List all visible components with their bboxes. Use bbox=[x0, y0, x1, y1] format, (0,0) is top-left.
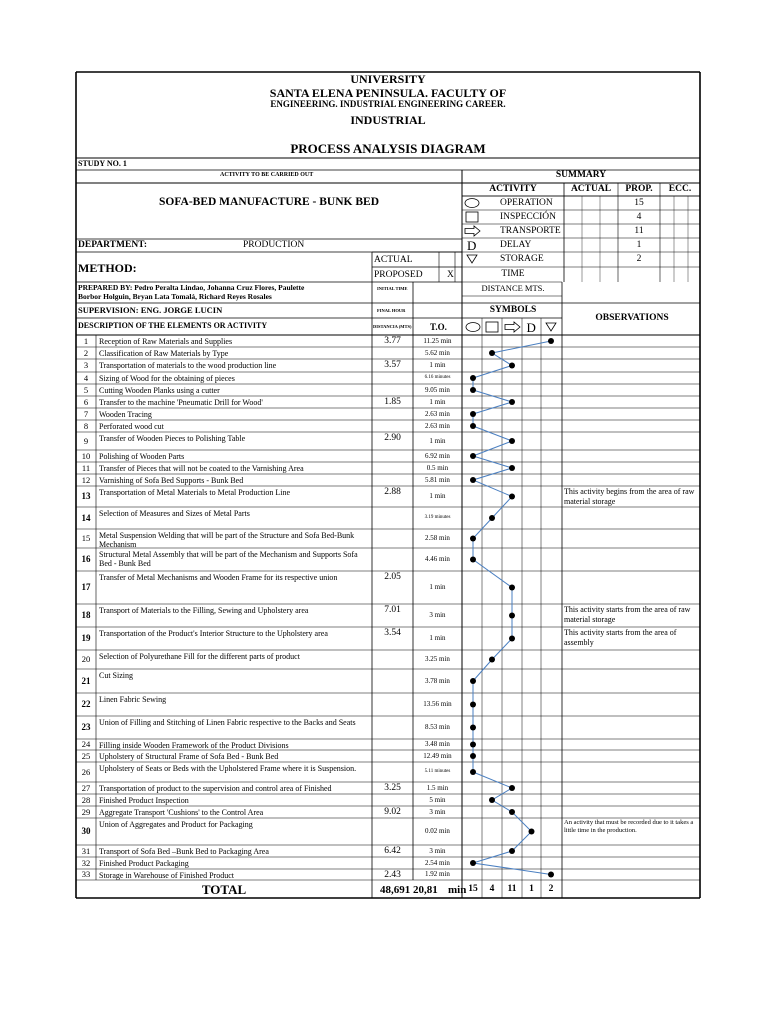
activity-15-description: Metal Suspension Welding that will be part of the Structure and Sofa Bed-Bunk Mechanism bbox=[99, 531, 355, 549]
activity-4-time: 6.16 minutes bbox=[424, 374, 451, 380]
activity-24-description: Filling inside Wooden Framework of the Product Divisions bbox=[99, 741, 289, 750]
activity-7-time: 2.63 min bbox=[425, 409, 450, 418]
activity-17-description: Transfer of Metal Mechanisms and Wooden Frame for its respective union bbox=[99, 573, 338, 582]
activity-20-description: Selection of Polyurethane Fill for the different parts of product bbox=[99, 652, 300, 661]
symbols-label: SYMBOLS bbox=[489, 305, 537, 315]
activity-11-number: 11 bbox=[81, 462, 91, 473]
activity-27-number: 27 bbox=[81, 782, 91, 793]
header-university: UNIVERSITY bbox=[350, 72, 426, 86]
activity-15-time: 2.58 min bbox=[425, 534, 450, 542]
activity-22-time: 13.56 min bbox=[423, 700, 452, 708]
activity-2-time: 5.62 min bbox=[425, 348, 450, 357]
activity-23-number: 23 bbox=[81, 722, 91, 732]
activity-25-number: 25 bbox=[81, 750, 91, 761]
activity-10-time: 6.92 min bbox=[425, 451, 450, 460]
activity-31-number: 31 bbox=[81, 845, 91, 856]
inspection-icon bbox=[466, 212, 478, 222]
activity-12-time: 5.81 min bbox=[425, 475, 450, 484]
activity-4-number: 4 bbox=[83, 372, 89, 383]
total-time: 20,81 bbox=[413, 884, 438, 896]
activity-22-description: Linen Fabric Sewing bbox=[99, 695, 167, 704]
summary-row-delay-label: DELAY bbox=[500, 239, 532, 250]
summary-row-transporte-label: TRANSPORTE bbox=[500, 225, 561, 236]
activity-13-description: Transportation of Metal Materials to Metal Production Line bbox=[99, 488, 291, 497]
activity-33-time: 1.92 min bbox=[425, 870, 450, 878]
activity-7-number: 7 bbox=[83, 408, 89, 419]
activity-33-description: Storage in Warehouse of Finished Product bbox=[99, 871, 234, 880]
activity-20-number: 20 bbox=[81, 654, 91, 664]
activity-30-observation: An activity that must be recorded due to it takes a little time in the production. bbox=[564, 819, 694, 834]
distance-header: DISTANCIA (MTS) bbox=[373, 324, 412, 329]
activity-8-time: 2.63 min bbox=[425, 421, 450, 430]
method-actual: ACTUAL bbox=[374, 255, 413, 265]
activity-24-number: 24 bbox=[81, 739, 91, 749]
activity-4-description: Sizing of Wood for the obtaining of pieces bbox=[99, 374, 235, 383]
activity-9-description: Transfer of Wooden Pieces to Polishing Table bbox=[99, 434, 246, 443]
activity-14-number: 14 bbox=[81, 512, 91, 523]
total-label: TOTAL bbox=[201, 882, 247, 897]
activity-17-distance: 2.05 bbox=[384, 572, 401, 582]
activity-27-symbol-mark bbox=[509, 785, 515, 791]
activity-18-description: Transport of Materials to the Filling, Sewing and Upholstery area bbox=[99, 606, 309, 615]
activity-28-number: 28 bbox=[81, 794, 91, 805]
activity-23-description: Union of Filling and Stitching of Linen Fabric respective to the Backs and Seats bbox=[99, 718, 356, 727]
activity-24-symbol-mark bbox=[470, 742, 476, 748]
activity-32-symbol-mark bbox=[470, 860, 476, 866]
activity-7-symbol-mark bbox=[470, 411, 476, 417]
activity-2-number: 2 bbox=[83, 347, 89, 358]
activity-32-time: 2.54 min bbox=[425, 858, 450, 867]
activity-26-description: Upholstery of Seats or Beds with the Upholstered Frame where it is Suspension. bbox=[99, 764, 357, 773]
activity-17-symbol-mark bbox=[509, 585, 515, 591]
activity-27-description: Transportation of product to the supervision and control area of Finished bbox=[99, 784, 332, 793]
header-industrial: INDUSTRIAL bbox=[350, 113, 426, 127]
activity-name: SOFA-BED MANUFACTURE - BUNK BED bbox=[159, 196, 379, 208]
prepared-by-cont: Borbor Holguin, Bryan Lata Tomalá, Richard Reyes Rosales bbox=[78, 292, 272, 301]
delay-icon: D bbox=[467, 238, 477, 253]
summary-distance-label: DISTANCE MTS. bbox=[481, 283, 545, 293]
activity-26-symbol-mark bbox=[470, 769, 476, 775]
activity-19-observation: This activity starts from the area of assembly bbox=[564, 628, 677, 647]
activity-label: ACTIVITY TO BE CARRIED OUT bbox=[220, 172, 314, 178]
activity-18-time: 3 min bbox=[429, 611, 446, 619]
method-label: METHOD: bbox=[78, 261, 137, 275]
activity-31-description: Transport of Sofa Bed –Bunk Bed to Packaging Area bbox=[99, 847, 269, 856]
activity-5-symbol-mark bbox=[470, 387, 476, 393]
activity-8-description: Perforated wood cut bbox=[99, 422, 164, 431]
activity-20-symbol-mark bbox=[489, 657, 495, 663]
activity-13-symbol-mark bbox=[509, 494, 515, 500]
activity-25-time: 12.49 min bbox=[423, 751, 452, 760]
method-proposed: PROPOSED bbox=[374, 270, 423, 280]
activity-8-number: 8 bbox=[83, 420, 89, 431]
total-count-2: 11 bbox=[507, 884, 517, 894]
activity-33-distance: 2.43 bbox=[384, 870, 401, 880]
activity-6-distance: 1.85 bbox=[384, 397, 401, 407]
activity-18-symbol-mark bbox=[509, 613, 515, 619]
transport-icon bbox=[465, 226, 480, 236]
summary-row-storage-prop: 2 bbox=[636, 253, 642, 264]
summary-row-delay-prop: 1 bbox=[636, 239, 642, 250]
activity-30-number: 30 bbox=[81, 826, 91, 836]
activity-28-time: 5 min bbox=[429, 795, 446, 804]
activity-10-symbol-mark bbox=[470, 453, 476, 459]
activity-1-number: 1 bbox=[83, 335, 89, 346]
total-count-0: 15 bbox=[468, 884, 478, 894]
activity-16-number: 16 bbox=[81, 554, 91, 564]
activity-11-time: 0.5 min bbox=[426, 463, 449, 472]
activity-13-observation: This activity begins from the area of raw material storage bbox=[564, 487, 695, 506]
activity-3-distance: 3.57 bbox=[384, 360, 401, 370]
activity-28-symbol-mark bbox=[489, 797, 495, 803]
prepared-by: PREPARED BY: Pedro Peralta Lindao, Johanna Cruz Flores, Paulette bbox=[78, 283, 305, 292]
activity-12-description: Varnishing of Sofa Bed Supports - Bunk Bed bbox=[99, 476, 244, 485]
activity-28-description: Finished Product Inspection bbox=[99, 796, 189, 805]
activity-11-symbol-mark bbox=[509, 465, 515, 471]
activity-21-description: Cut Sizing bbox=[99, 671, 134, 680]
activity-6-symbol-mark bbox=[509, 399, 515, 405]
activity-27-distance: 3.25 bbox=[384, 783, 401, 793]
flow-line bbox=[473, 341, 551, 875]
activity-17-time: 1 min bbox=[429, 583, 446, 591]
activity-22-number: 22 bbox=[81, 699, 91, 709]
summary-row-transporte-prop: 11 bbox=[634, 225, 644, 236]
activity-31-symbol-mark bbox=[509, 848, 515, 854]
activity-13-number: 13 bbox=[81, 491, 91, 501]
activity-18-number: 18 bbox=[81, 610, 91, 620]
activity-21-symbol-mark bbox=[470, 678, 476, 684]
activity-6-number: 6 bbox=[83, 396, 89, 407]
to-header: T.O. bbox=[430, 322, 447, 332]
symbol-header-inspection-icon bbox=[486, 322, 498, 332]
activity-22-symbol-mark bbox=[470, 702, 476, 708]
department-label: DEPARTMENT: bbox=[78, 240, 147, 250]
total-distance: 48,691 bbox=[380, 884, 411, 896]
activity-31-distance: 6.42 bbox=[384, 846, 401, 856]
activity-3-description: Transportation of materials to the wood production line bbox=[99, 361, 277, 370]
activity-30-symbol-mark bbox=[529, 829, 535, 835]
header-faculty: SANTA ELENA PENINSULA. FACULTY OF bbox=[269, 86, 507, 100]
activity-12-number: 12 bbox=[81, 474, 91, 485]
activity-3-time: 1 min bbox=[429, 361, 446, 369]
activity-9-symbol-mark bbox=[509, 438, 515, 444]
department-value: PRODUCTION bbox=[243, 240, 305, 250]
activity-14-description: Selection of Measures and Sizes of Metal Parts bbox=[99, 509, 250, 518]
activity-12-symbol-mark bbox=[470, 477, 476, 483]
activity-23-symbol-mark bbox=[470, 725, 476, 731]
method-proposed-mark: X bbox=[447, 270, 454, 280]
activity-9-distance: 2.90 bbox=[384, 433, 401, 443]
activity-26-number: 26 bbox=[81, 766, 91, 777]
activity-32-description: Finished Product Packaging bbox=[99, 859, 189, 868]
summary-title: SUMMARY bbox=[555, 170, 607, 180]
summary-col-activity: ACTIVITY bbox=[489, 184, 537, 194]
activity-24-time: 3.48 min bbox=[425, 740, 450, 748]
activity-15-number: 15 bbox=[81, 533, 91, 543]
activity-16-description: Structural Metal Assembly that will be part of the Mechanism and Supports Sofa Bed - Bunk Bed bbox=[99, 550, 358, 568]
activity-19-description: Transportation of the Product's Interior Structure to the Upholstery area bbox=[99, 629, 328, 638]
supervision: SUPERVISION: ENG. JORGE LUCIN bbox=[78, 305, 223, 315]
activity-19-symbol-mark bbox=[509, 636, 515, 642]
symbol-header-delay-icon: D bbox=[526, 320, 536, 335]
activity-30-description: Union of Aggregates and Product for Packaging bbox=[99, 820, 253, 829]
activity-4-symbol-mark bbox=[470, 375, 476, 381]
activity-6-time: 1 min bbox=[429, 397, 446, 406]
description-header: DESCRIPTION OF THE ELEMENTS OR ACTIVITY bbox=[78, 321, 268, 330]
activity-3-number: 3 bbox=[83, 360, 89, 370]
activity-29-symbol-mark bbox=[509, 809, 515, 815]
activity-29-distance: 9.02 bbox=[384, 807, 401, 817]
activity-1-time: 11.25 min bbox=[423, 336, 452, 345]
activity-10-description: Polishing of Wooden Parts bbox=[99, 452, 185, 461]
activity-10-number: 10 bbox=[81, 450, 91, 461]
activity-27-time: 1.5 min bbox=[426, 783, 449, 792]
summary-row-operation-prop: 15 bbox=[634, 197, 644, 208]
total-count-1: 4 bbox=[489, 884, 495, 894]
summary-row-operation-label: OPERATION bbox=[500, 197, 553, 208]
activity-1-description: Reception of Raw Materials and Supplies bbox=[99, 337, 233, 346]
activity-6-description: Transfer to the machine 'Pneumatic Drill for Wood' bbox=[99, 398, 263, 407]
activity-21-number: 21 bbox=[81, 675, 91, 686]
total-count-3: 1 bbox=[529, 884, 534, 894]
activity-15-symbol-mark bbox=[470, 536, 476, 542]
summary-col-prop: PROP. bbox=[625, 184, 653, 194]
activity-23-time: 8.53 min bbox=[425, 723, 450, 731]
activity-30-time: 0.02 min bbox=[425, 827, 450, 835]
final-hour-label: FINAL HOUR bbox=[377, 308, 406, 313]
symbol-header-operation-icon bbox=[466, 323, 480, 332]
activity-25-symbol-mark bbox=[470, 753, 476, 759]
summary-time-label: TIME bbox=[501, 269, 525, 279]
activity-7-description: Wooden Tracing bbox=[99, 410, 152, 419]
total-count-4: 2 bbox=[548, 884, 554, 894]
activity-9-number: 9 bbox=[83, 435, 89, 446]
activity-19-distance: 3.54 bbox=[384, 628, 401, 638]
activity-29-description: Aggregate Transport 'Cushions' to the Control Area bbox=[99, 808, 264, 817]
activity-8-symbol-mark bbox=[470, 423, 476, 429]
activity-29-number: 29 bbox=[81, 806, 91, 817]
activity-11-description: Transfer of Pieces that will not be coated to the Varnishing Area bbox=[99, 464, 304, 473]
summary-row-inspección-label: INSPECCIÓN bbox=[500, 211, 556, 222]
symbol-header-transport-icon bbox=[505, 322, 520, 332]
activity-5-time: 9.05 min bbox=[425, 385, 450, 394]
activity-14-symbol-mark bbox=[489, 515, 495, 521]
activity-25-description: Upholstery of Structural Frame of Sofa Bed - Bunk Bed bbox=[99, 752, 279, 761]
activity-1-distance: 3.77 bbox=[384, 336, 401, 346]
activity-26-time: 5.11 minutes bbox=[424, 768, 451, 774]
activity-33-symbol-mark bbox=[548, 872, 554, 878]
activity-18-observation: This activity starts from the area of raw material storage bbox=[564, 605, 691, 624]
summary-row-inspección-prop: 4 bbox=[636, 211, 642, 222]
activity-5-number: 5 bbox=[83, 384, 89, 395]
activity-1-symbol-mark bbox=[548, 338, 554, 344]
activity-18-distance: 7.01 bbox=[384, 605, 401, 615]
activity-21-time: 3.78 min bbox=[425, 676, 450, 685]
activity-9-time: 1 min bbox=[429, 436, 446, 445]
page-title: PROCESS ANALYSIS DIAGRAM bbox=[290, 141, 486, 156]
activity-19-time: 1 min bbox=[429, 634, 446, 642]
storage-icon bbox=[467, 255, 477, 263]
activity-16-time: 4.46 min bbox=[425, 555, 450, 563]
summary-col-actual: ACTUAL bbox=[570, 184, 612, 194]
activity-13-time: 1 min bbox=[429, 492, 446, 500]
activity-29-time: 3 min bbox=[429, 807, 446, 816]
activity-31-time: 3 min bbox=[429, 846, 446, 855]
summary-col-ecc: ECC. bbox=[668, 184, 692, 194]
activity-17-number: 17 bbox=[81, 582, 91, 592]
symbol-header-storage-icon bbox=[546, 323, 556, 331]
activity-2-description: Classification of Raw Materials by Type bbox=[99, 349, 229, 358]
initial-time-label: INITIAL TIME bbox=[377, 286, 408, 291]
activity-2-symbol-mark bbox=[489, 350, 495, 356]
activity-20-time: 3.25 min bbox=[425, 655, 450, 663]
observations-label: OBSERVATIONS bbox=[595, 313, 669, 323]
activity-14-time: 3.19 minutes bbox=[424, 514, 451, 520]
operation-icon bbox=[465, 199, 479, 208]
summary-row-storage-label: STORAGE bbox=[500, 253, 544, 264]
study-no: STUDY NO. 1 bbox=[78, 159, 127, 168]
activity-13-distance: 2.88 bbox=[384, 487, 401, 497]
activity-19-number: 19 bbox=[81, 633, 91, 643]
activity-3-symbol-mark bbox=[509, 363, 515, 369]
activity-32-number: 32 bbox=[81, 857, 91, 868]
activity-5-description: Cutting Wooden Planks using a cutter bbox=[99, 386, 220, 395]
activity-16-symbol-mark bbox=[470, 557, 476, 563]
total-unit: min bbox=[448, 884, 467, 896]
activity-33-number: 33 bbox=[81, 869, 91, 879]
header-career: ENGINEERING. INDUSTRIAL ENGINEERING CAREER. bbox=[270, 99, 506, 109]
